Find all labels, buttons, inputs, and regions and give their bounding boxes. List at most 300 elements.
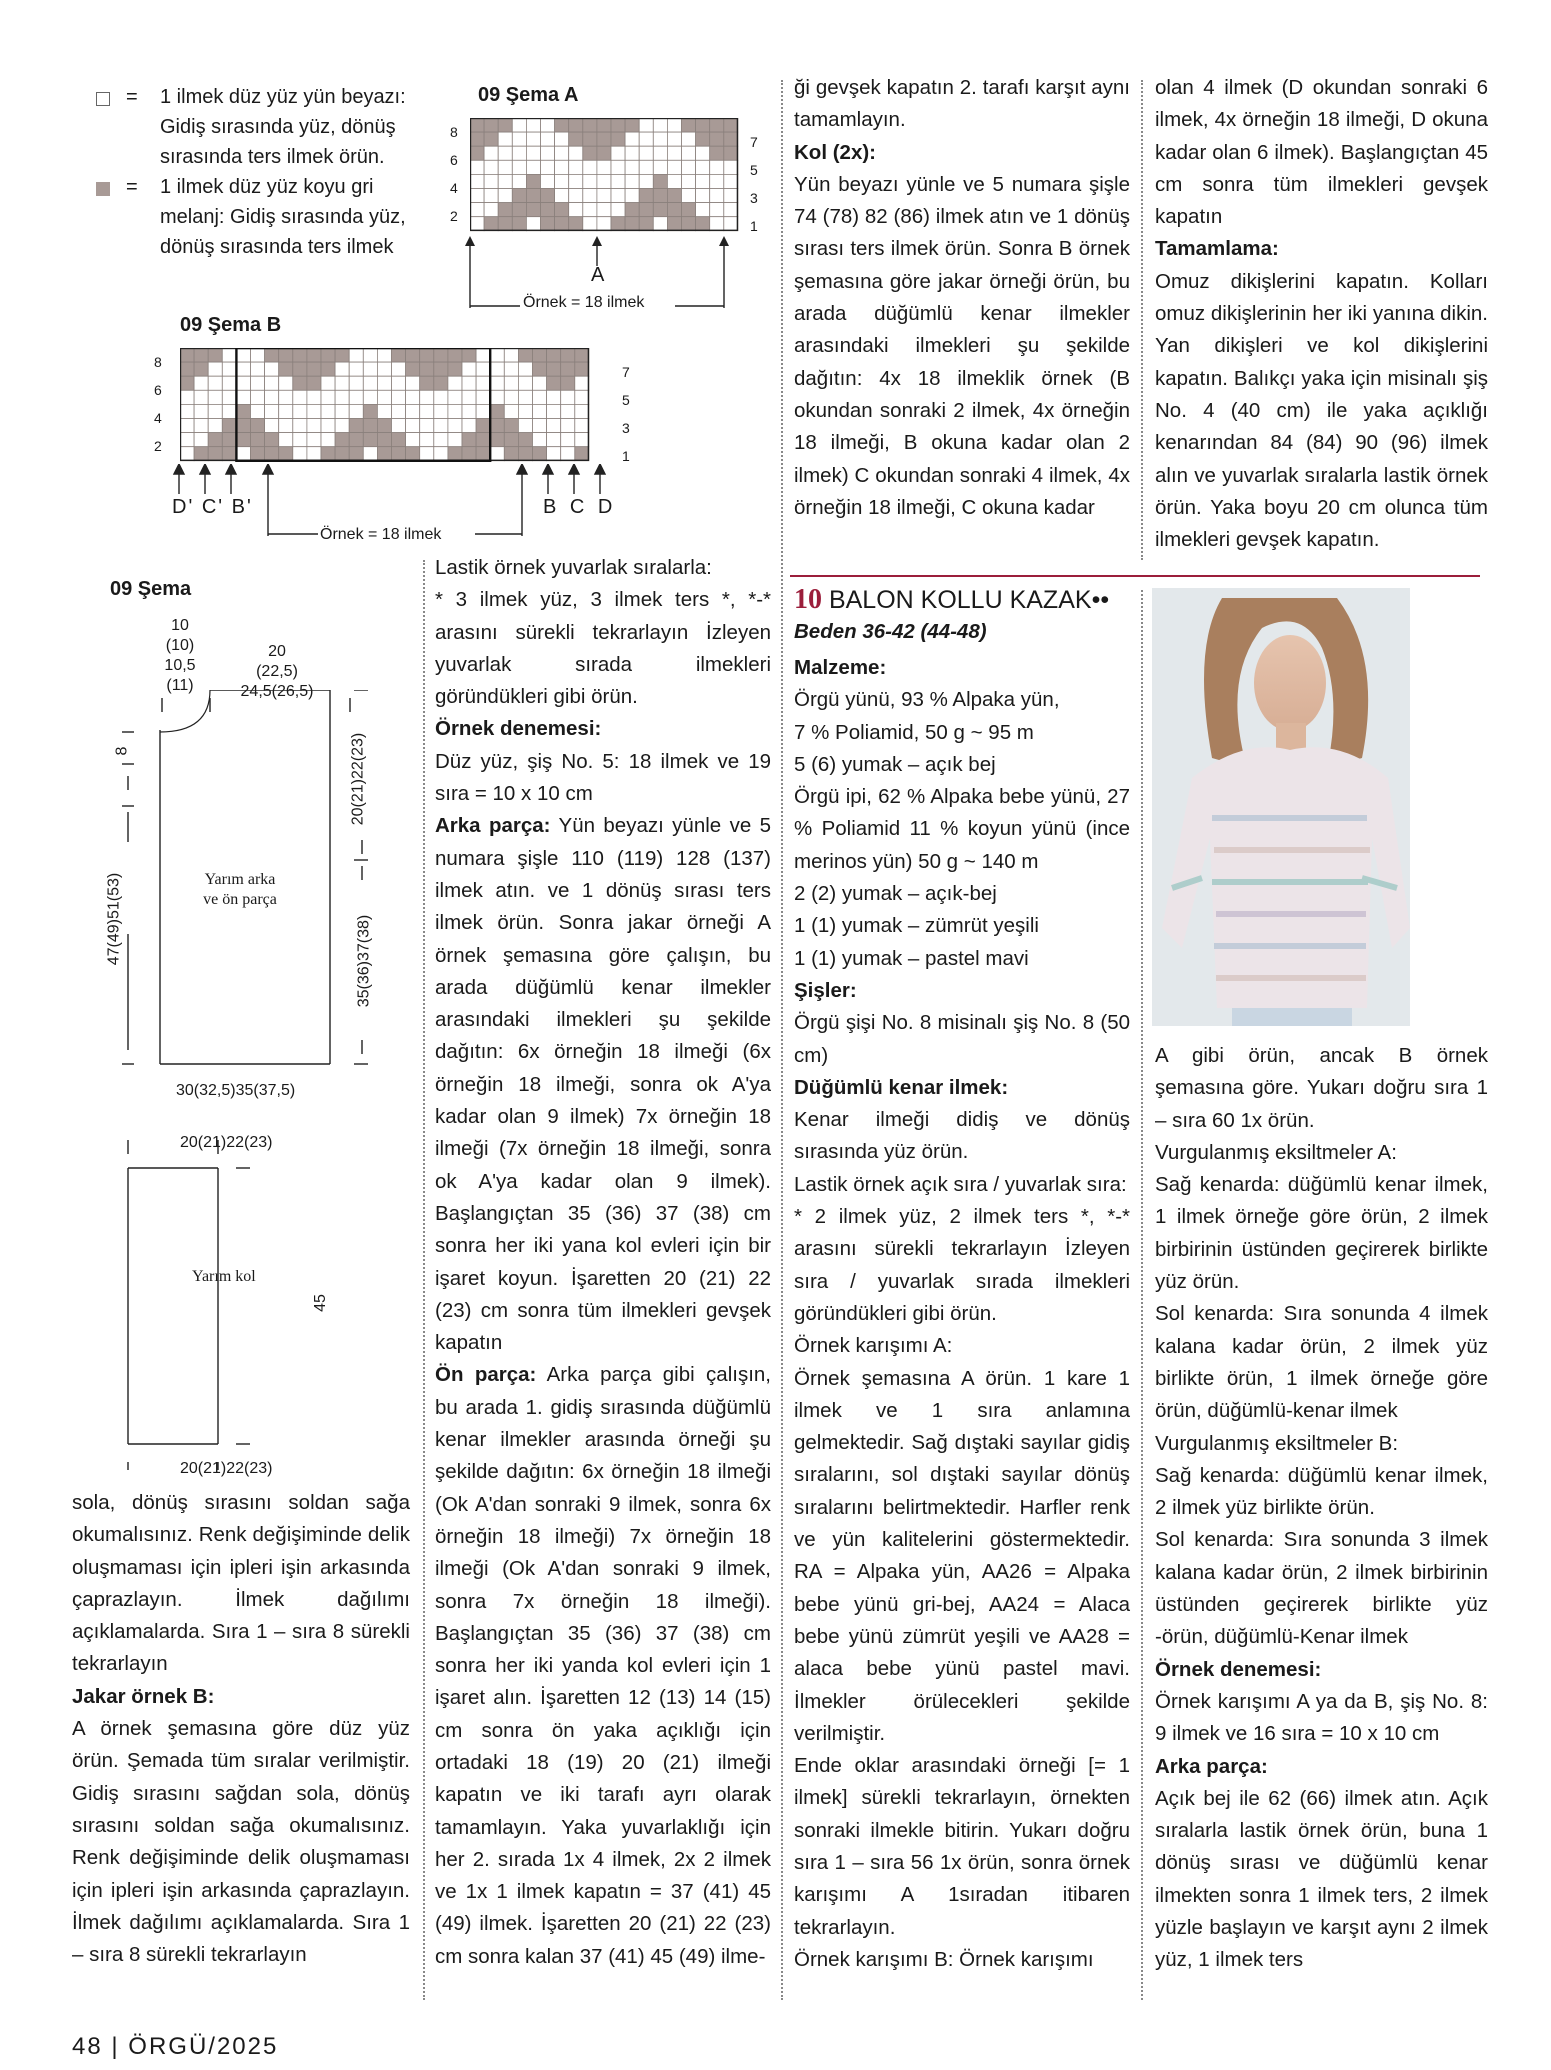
chart-cell xyxy=(470,118,484,132)
col3-cont: ği gevşek kapatın 2. tarafı karşıt aynı tamamlayın. xyxy=(794,76,1130,132)
chart-a-repeat: Örnek = 18 ilmek xyxy=(523,294,645,311)
magazine-name: ÖRGÜ/2025 xyxy=(128,2033,279,2060)
chart-cell xyxy=(682,118,696,132)
chart-cell xyxy=(392,362,406,376)
chart-cell xyxy=(611,146,625,160)
chart-cell xyxy=(498,160,512,174)
col2-front: Arka parça gibi çalışın, bu arada 1. gidiş sırasında düğümlü kenar ilmekler arasında örneği şu şekilde dağıtın: 6x örneğin 18 ilmeği (Ok A'dan sonraki 9 ilmek, sonra 6x örneğin 18 ilmeği) 7x örneğin 18 ilmeği (Ok A'dan sonraki 9 ilmek, sonra 7x örneğin 18 ilmeği). Başlangıçtan 35 (36) 37 (38) cm sonra her iki yanda kol evleri için 1 işaret alın. İşaretten 12 (13) 14 (15) cm sonra ön yaka açıklığı için ortadaki 18 (19) 20 (21) ilmeği kapatın ve iki tarafı ayrı olarak tamamlayın. Yaka yuvarlaklığı için her 2. sırada 1x 4 ilmek, 2x 2 ilmek ve 1x 1 ilmek kapatın = 37 (41) 45 (49) ilmek. İşaretten 20 (21) 22 (23) cm sonra kalan 37 (41) 45 (49) ilme- xyxy=(435,1363,771,1968)
chart-cell xyxy=(575,376,589,390)
chart-cell xyxy=(265,390,279,404)
chart-cell xyxy=(724,189,738,203)
chart-cell xyxy=(583,174,597,188)
chart-cell xyxy=(611,174,625,188)
chart-cell xyxy=(569,132,583,146)
chart-cell xyxy=(569,174,583,188)
chart-cell xyxy=(504,404,518,418)
article-number: 10 xyxy=(794,584,822,615)
chart-cell xyxy=(696,132,710,146)
chart-cell xyxy=(547,376,561,390)
chart-cell xyxy=(448,433,462,447)
col4-top-text xyxy=(1155,72,1488,556)
chart-cell xyxy=(653,174,667,188)
article-title xyxy=(794,584,1109,616)
chart-cell xyxy=(597,203,611,217)
chart-cell xyxy=(462,362,476,376)
chart-cell xyxy=(363,419,377,433)
chart-cell xyxy=(667,217,681,231)
chart-cell xyxy=(476,362,490,376)
chart-cell xyxy=(335,419,349,433)
chart-cell xyxy=(682,203,696,217)
chart-cell xyxy=(279,433,293,447)
chart-cell xyxy=(335,348,349,362)
chart-cell xyxy=(504,419,518,433)
chart-cell xyxy=(710,146,724,160)
chart-cell xyxy=(208,419,222,433)
chart-cell xyxy=(512,217,526,231)
chart-cell xyxy=(279,390,293,404)
chart-cell xyxy=(498,174,512,188)
chart-cell xyxy=(512,132,526,146)
chart-cell xyxy=(639,217,653,231)
chart-cell xyxy=(484,132,498,146)
chart-cell xyxy=(653,189,667,203)
chart-cell xyxy=(667,203,681,217)
col3-top-text xyxy=(794,72,1130,524)
chart-cell xyxy=(363,433,377,447)
chart-cell xyxy=(682,160,696,174)
chart-cell xyxy=(321,348,335,362)
chart-cell xyxy=(625,118,639,132)
legend-grey: = 1 ilmek düz yüz koyu gri melanj: Gidiş sırasında yüz, dönüş sırasında ters ilmek xyxy=(78,172,418,262)
col4-bottom-text: A gibi örün, ancak B örnek şemasına göre. Yukarı doğru sıra 1 – sıra 60 1x örün. Vurgulanmış eksiltmeler A: Sağ kenarda: düğümlü kenar ilmek, 1 ilmek örneğe göre örün, 2 ilmek birbirinin üstünden geçirerek birlikte yüz örün. Sol kenarda: Sıra sonunda 4 ilmek kalana kadar örün, 2 ilmek yüz birlikte örün, 1 ilmek örneğe göre örün, düğümlü-kenar ilmek Vurgulanmış eksiltmeler B: Sağ kenarda: düğümlü kenar ilmek, 2 ilmek yüz birlikte örün. Sol kenarda: Sıra sonunda 3 ilmek kalana kadar örün, 2 ilmek birbirinin üstünden geçirerek birlikte yüz -örün, düğümlü-Kenar ilmek Örnek denemesi: Örnek karışımı A ya da B, şiş No. 8: 9 ilmek ve 16 sıra = 10 x 10 cm Arka parça: Açık bej ile 62 (66) ilmek atın. Açık sıralarla lastik örnek örün, buna 1 dönüş sırası ve düğümlü kenar ilmekten sonra 1 ilmek ters, 2 ilmek yüzle başlayın ve karşıt aynı 2 ilmek yüz, 1 ilmek ters xyxy=(1155,1044,1488,1972)
chart-cell xyxy=(518,390,532,404)
chart-cell xyxy=(265,362,279,376)
chart-cell xyxy=(222,404,236,418)
chart-cell xyxy=(251,419,265,433)
chart-cell xyxy=(377,433,391,447)
chart-cell xyxy=(561,362,575,376)
chart-cell xyxy=(194,433,208,447)
chart-cell xyxy=(470,217,484,231)
chart-cell xyxy=(484,189,498,203)
chart-cell xyxy=(194,376,208,390)
chart-cell xyxy=(406,419,420,433)
chart-cell xyxy=(349,419,363,433)
chart-cell xyxy=(476,419,490,433)
chart-cell xyxy=(321,447,335,461)
chart-cell xyxy=(180,404,194,418)
chart-cell xyxy=(561,433,575,447)
chart-cell xyxy=(504,433,518,447)
chart-cell xyxy=(392,390,406,404)
chart-cell xyxy=(498,217,512,231)
chart-cell xyxy=(547,447,561,461)
chart-cell xyxy=(597,118,611,132)
chart-cell xyxy=(639,118,653,132)
chart-cell xyxy=(526,146,540,160)
chart-cell xyxy=(569,118,583,132)
col1-p2: A örnek şemasına göre düz yüz örün. Şemada tüm sıralar verilmiştir. Gidiş sırasını sağdan sola, dönüş sırasını soldan sağa okumalısınız. Renk değişiminde delik oluşmaması için ipleri işin arkasında çaprazlayın. İlmek dağılımı açıklamalarda. Sıra 1 – sıra 8 sürekli tekrarlayın xyxy=(72,1717,410,1967)
chart-cell xyxy=(653,132,667,146)
chart-cell xyxy=(377,362,391,376)
col1-p1: sola, dönüş sırasını soldan sağa okumalısınız. Renk değişiminde delik oluşmaması için ipleri işin arkasında çaprazlayın. İlmek dağılımı açıklamalarda. Sıra 1 – sıra 8 sürekli tekrarlayın xyxy=(72,1491,410,1676)
chart-cell xyxy=(307,362,321,376)
chart-cell xyxy=(349,404,363,418)
chart-cell xyxy=(575,447,589,461)
chart-b-markers-right: B C D xyxy=(543,496,613,518)
chart-cell xyxy=(335,404,349,418)
chart-cell xyxy=(470,189,484,203)
chart-cell xyxy=(363,390,377,404)
legend-white-text: 1 ilmek düz yüz yün beyazı: Gidiş sırasında yüz, dönüş sırasında ters ilmek örün. xyxy=(160,86,406,168)
chart-cell xyxy=(526,217,540,231)
chart-cell xyxy=(293,433,307,447)
chart-cell xyxy=(639,132,653,146)
chart-cell xyxy=(307,447,321,461)
chart-cell xyxy=(236,362,250,376)
chart-cell xyxy=(696,189,710,203)
sleeve-bottom-label: 20(21)22(23) xyxy=(180,1460,273,1477)
chart-cell xyxy=(377,404,391,418)
chart-cell xyxy=(448,348,462,362)
chart-cell xyxy=(625,189,639,203)
chart-cell xyxy=(518,447,532,461)
chart-cell xyxy=(307,348,321,362)
white-square-icon xyxy=(96,92,110,106)
chart-cell xyxy=(625,160,639,174)
chart-cell xyxy=(222,433,236,447)
chart-cell xyxy=(490,376,504,390)
chart-cell xyxy=(462,447,476,461)
chart-cell xyxy=(611,217,625,231)
chart-cell xyxy=(462,390,476,404)
chart-cell xyxy=(547,390,561,404)
divider-1 xyxy=(423,560,425,2000)
chart-cell xyxy=(667,118,681,132)
chart-cell xyxy=(518,348,532,362)
chart-cell xyxy=(406,376,420,390)
col2-text xyxy=(435,552,771,1973)
chart-cell xyxy=(682,174,696,188)
chart-cell xyxy=(561,376,575,390)
chart-cell xyxy=(279,447,293,461)
chart-cell xyxy=(265,348,279,362)
chart-cell xyxy=(682,189,696,203)
chart-cell xyxy=(180,348,194,362)
chart-cell xyxy=(335,447,349,461)
chart-cell xyxy=(279,348,293,362)
chart-cell xyxy=(526,203,540,217)
chart-cell xyxy=(307,404,321,418)
chart-cell xyxy=(208,433,222,447)
armhole-label: 20(21)22(23) xyxy=(349,732,367,826)
chart-cell xyxy=(653,160,667,174)
chart-cell xyxy=(208,376,222,390)
chart-cell xyxy=(293,348,307,362)
chart-cell xyxy=(484,146,498,160)
chart-cell xyxy=(583,118,597,132)
chart-cell xyxy=(518,376,532,390)
chart-cell xyxy=(533,348,547,362)
chart-cell xyxy=(484,160,498,174)
chart-cell xyxy=(194,419,208,433)
chart-cell xyxy=(653,203,667,217)
chart-cell xyxy=(194,390,208,404)
chart-cell xyxy=(349,362,363,376)
chart-cell xyxy=(533,376,547,390)
chart-cell xyxy=(222,348,236,362)
chart-cell xyxy=(541,146,555,160)
chart-cell xyxy=(335,376,349,390)
chart-cell xyxy=(236,390,250,404)
chart-cell xyxy=(561,348,575,362)
chart-cell xyxy=(377,376,391,390)
chart-cell xyxy=(448,390,462,404)
chart-cell xyxy=(180,376,194,390)
chart-cell xyxy=(335,362,349,376)
chart-cell xyxy=(484,203,498,217)
col2-front-heading: Ön parça: xyxy=(435,1363,537,1387)
chart-cell xyxy=(434,419,448,433)
chart-cell xyxy=(180,433,194,447)
chart-cell xyxy=(724,146,738,160)
chart-cell xyxy=(434,404,448,418)
chart-cell xyxy=(208,390,222,404)
chart-cell xyxy=(392,376,406,390)
sleeve-height-label: 45 xyxy=(311,1294,329,1312)
chart-cell xyxy=(555,189,569,203)
chart-cell xyxy=(420,404,434,418)
chart-cell xyxy=(265,447,279,461)
chart-cell xyxy=(682,146,696,160)
chart-cell xyxy=(667,146,681,160)
chart-cell xyxy=(611,118,625,132)
chart-cell xyxy=(696,160,710,174)
chart-cell xyxy=(498,132,512,146)
chart-cell xyxy=(547,404,561,418)
chart-cell xyxy=(490,433,504,447)
chart-cell xyxy=(470,146,484,160)
chart-cell xyxy=(321,390,335,404)
chart-cell xyxy=(476,348,490,362)
chart-cell xyxy=(377,419,391,433)
chart-cell xyxy=(541,189,555,203)
chart-cell xyxy=(208,348,222,362)
chart-cell xyxy=(533,419,547,433)
chart-cell xyxy=(484,217,498,231)
chart-cell xyxy=(575,348,589,362)
chart-cell xyxy=(710,217,724,231)
chart-cell xyxy=(335,433,349,447)
chart-cell xyxy=(569,203,583,217)
chart-cell xyxy=(349,390,363,404)
chart-cell xyxy=(236,447,250,461)
chart-cell xyxy=(208,404,222,418)
chart-cell xyxy=(448,404,462,418)
chart-cell xyxy=(406,404,420,418)
divider-3 xyxy=(1141,80,1143,560)
chart-cell xyxy=(504,390,518,404)
body-label: Yarım arka ve ön parça xyxy=(203,871,277,908)
chart-a-title: 09 Şema A xyxy=(478,84,579,106)
chart-cell xyxy=(251,404,265,418)
chart-cell xyxy=(476,433,490,447)
chart-cell xyxy=(575,433,589,447)
chart-cell xyxy=(498,118,512,132)
chart-cell xyxy=(222,419,236,433)
chart-cell xyxy=(512,189,526,203)
chart-cell xyxy=(470,203,484,217)
section-rule xyxy=(790,575,1480,577)
chart-cell xyxy=(547,433,561,447)
chart-cell xyxy=(696,174,710,188)
chart-cell xyxy=(279,362,293,376)
chart-cell xyxy=(420,433,434,447)
chart-cell xyxy=(526,174,540,188)
chart-cell xyxy=(194,404,208,418)
sweater-model-illustration xyxy=(1152,588,1410,1026)
chart-a-right-numbers: 7 5 3 1 xyxy=(750,134,758,234)
chart-cell xyxy=(363,362,377,376)
chart-cell xyxy=(321,376,335,390)
chart-cell xyxy=(541,118,555,132)
chart-cell xyxy=(321,419,335,433)
chart-cell xyxy=(547,362,561,376)
chart-cell xyxy=(512,174,526,188)
chart-cell xyxy=(504,362,518,376)
chart-cell xyxy=(377,447,391,461)
chart-cell xyxy=(625,203,639,217)
chart-cell xyxy=(321,362,335,376)
chart-cell xyxy=(625,132,639,146)
chart-cell xyxy=(363,376,377,390)
chart-cell xyxy=(724,203,738,217)
chart-cell xyxy=(561,390,575,404)
chart-cell xyxy=(434,433,448,447)
chart-cell xyxy=(625,146,639,160)
footer-separator: | xyxy=(111,2033,120,2060)
col1-heading: Jakar örnek B: xyxy=(72,1684,215,1708)
chart-cell xyxy=(236,348,250,362)
chart-cell xyxy=(180,419,194,433)
chart-cell xyxy=(639,174,653,188)
chart-cell xyxy=(555,132,569,146)
chart-a-left-numbers: 8 6 4 2 xyxy=(450,124,458,224)
chart-cell xyxy=(392,404,406,418)
chart-cell xyxy=(363,447,377,461)
chart-cell xyxy=(512,146,526,160)
chart-cell xyxy=(526,189,540,203)
chart-cell xyxy=(575,390,589,404)
chart-cell xyxy=(682,217,696,231)
chart-cell xyxy=(512,203,526,217)
chart-cell xyxy=(541,160,555,174)
chart-cell xyxy=(518,362,532,376)
chart-cell xyxy=(251,433,265,447)
chart-cell xyxy=(363,348,377,362)
difficulty-dots-icon: •• xyxy=(1091,586,1110,614)
chart-cell xyxy=(222,376,236,390)
chart-cell xyxy=(555,160,569,174)
chart-cell xyxy=(434,362,448,376)
chart-cell xyxy=(597,217,611,231)
chart-cell xyxy=(251,447,265,461)
chart-cell xyxy=(569,146,583,160)
chart-cell xyxy=(420,419,434,433)
chart-cell xyxy=(470,132,484,146)
chart-legend xyxy=(78,82,418,262)
chart-cell xyxy=(569,189,583,203)
chart-cell xyxy=(265,376,279,390)
chart-cell xyxy=(293,419,307,433)
chart-cell xyxy=(653,146,667,160)
chart-cell xyxy=(265,419,279,433)
chart-cell xyxy=(462,433,476,447)
chart-cell xyxy=(293,404,307,418)
chart-cell xyxy=(555,203,569,217)
col4-finish-heading: Tamamlama: xyxy=(1155,237,1279,261)
chart-cell xyxy=(222,390,236,404)
chart-cell xyxy=(597,132,611,146)
chart-cell xyxy=(335,390,349,404)
grey-square-icon xyxy=(96,182,110,196)
chart-cell xyxy=(265,433,279,447)
chart-cell xyxy=(696,118,710,132)
chart-cell xyxy=(555,217,569,231)
chart-cell xyxy=(583,217,597,231)
col1-text xyxy=(72,1487,410,1971)
chart-cell xyxy=(541,132,555,146)
chart-a-grid xyxy=(470,118,740,238)
col3-sleeve: Yün beyazı yünle ve 5 numara şişle 74 (78) 82 (86) ilmek atın ve 1 dönüş sırası ters ilmek örün. Sonra B örnek şemasına göre jakar örneği örün, bu arada düğümlü kenar ilmekler arasındaki ilmekleri şu şekilde dağıtın: 4x 18 ilmeklik örnek (B okundan sonraki 2 ilmek, 4x örneğin 18 ilmeği, B okuna kadar olan 2 ilmek) C okundan sonraki 4 ilmek, 4x örneğin 18 ilmeği, C okuna kadar xyxy=(794,172,1130,519)
chart-cell xyxy=(406,390,420,404)
chart-cell xyxy=(575,362,589,376)
chart-cell xyxy=(222,447,236,461)
chart-cell xyxy=(307,390,321,404)
chart-cell xyxy=(180,447,194,461)
chart-cell xyxy=(293,390,307,404)
chart-cell xyxy=(406,362,420,376)
chart-b-repeat: Örnek = 18 ilmek xyxy=(320,526,442,543)
chart-cell xyxy=(625,174,639,188)
chart-cell xyxy=(434,447,448,461)
chart-cell xyxy=(597,189,611,203)
chart-cell xyxy=(533,447,547,461)
chart-cell xyxy=(434,348,448,362)
chart-cell xyxy=(724,217,738,231)
chart-cell xyxy=(696,203,710,217)
chart-cell xyxy=(476,390,490,404)
chart-cell xyxy=(236,433,250,447)
chart-cell xyxy=(639,160,653,174)
chart-cell xyxy=(377,390,391,404)
chart-cell xyxy=(470,160,484,174)
chart-cell xyxy=(504,348,518,362)
chart-cell xyxy=(490,362,504,376)
chart-cell xyxy=(293,362,307,376)
chart-cell xyxy=(251,362,265,376)
chart-cell xyxy=(406,447,420,461)
article-size: Beden 36-42 (44-48) xyxy=(794,620,987,643)
chart-cell xyxy=(583,132,597,146)
chart-cell xyxy=(611,132,625,146)
divider-4 xyxy=(1141,590,1143,2000)
chart-cell xyxy=(251,390,265,404)
chart-cell xyxy=(526,118,540,132)
chart-cell xyxy=(484,174,498,188)
width-label: 30(32,5)35(37,5) xyxy=(176,1082,296,1099)
